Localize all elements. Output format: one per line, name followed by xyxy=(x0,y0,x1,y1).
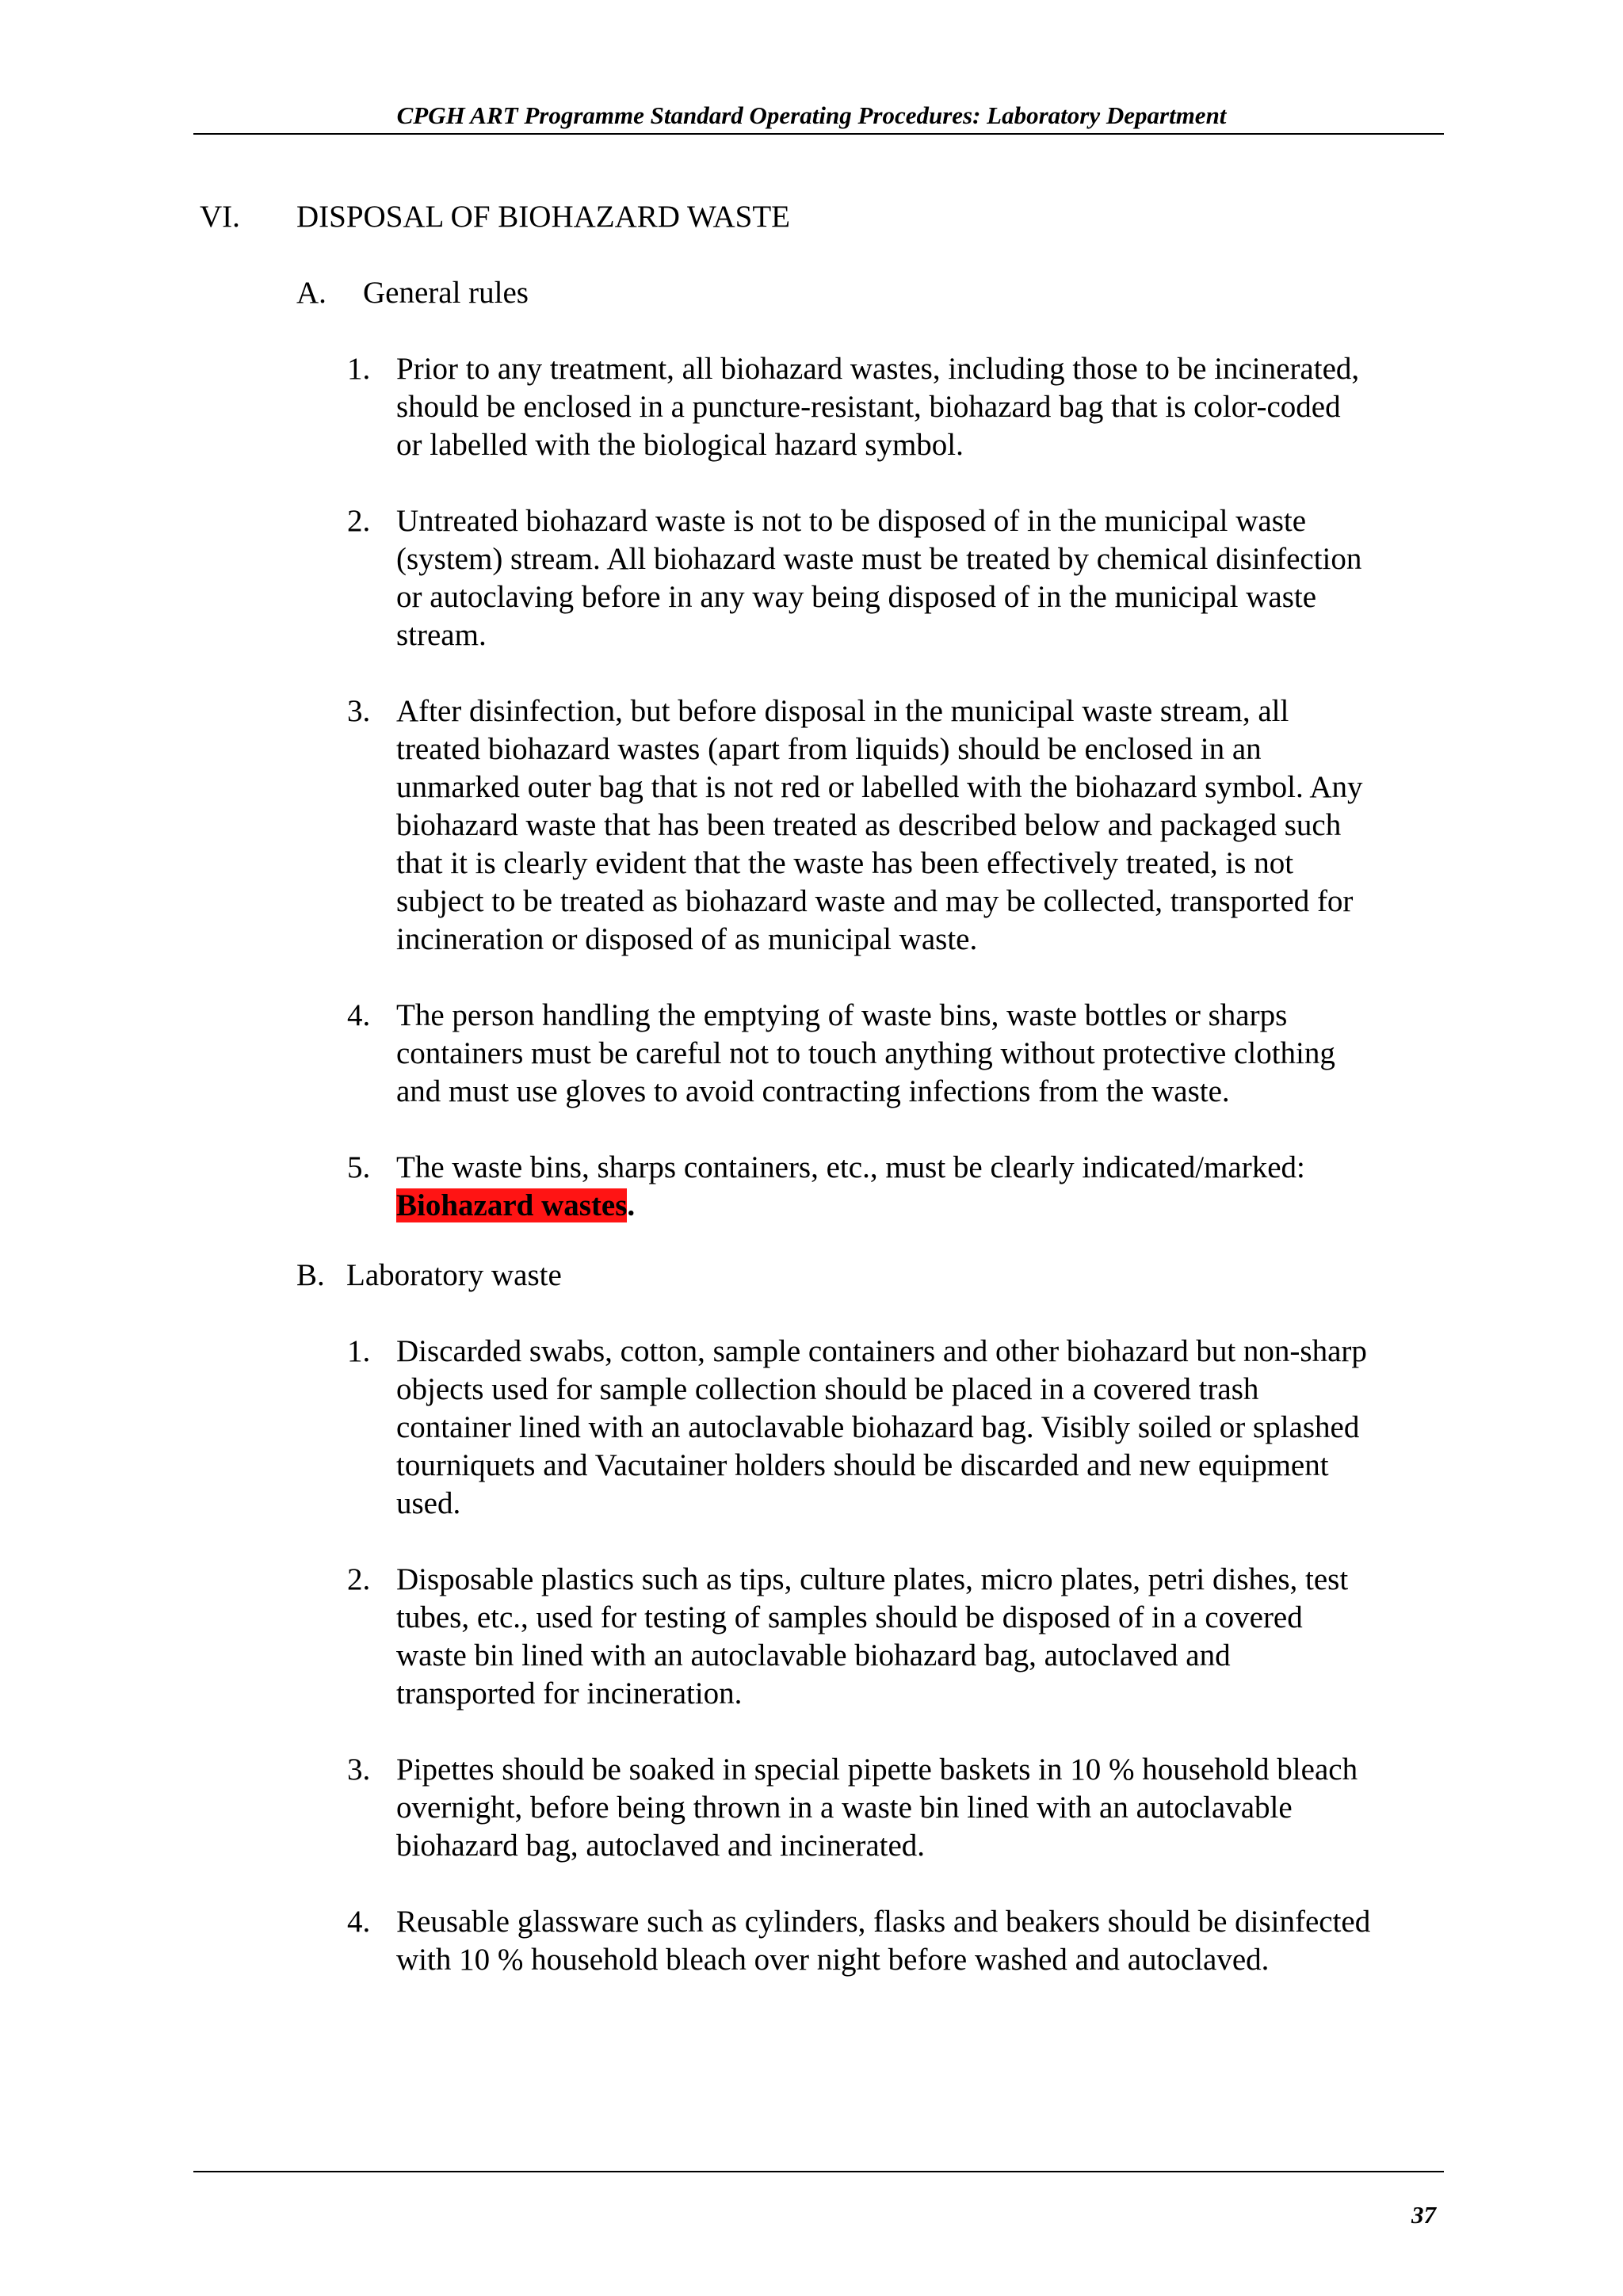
item-number: 1. xyxy=(347,352,371,386)
list-item-b4 xyxy=(347,1903,1457,1979)
text-line: subject to be treated as biohazard waste and may be collected, transported for xyxy=(396,884,1354,918)
list-item-a4 xyxy=(347,997,1457,1111)
text-line: that it is clearly evident that the waste has been effectively treated, is not xyxy=(396,846,1294,880)
list-item-a5 xyxy=(347,1149,1457,1225)
highlight-line xyxy=(396,1187,1457,1225)
header-rule xyxy=(193,133,1444,135)
text-line: treated biohazard wastes (apart from liquids) should be enclosed in an xyxy=(396,732,1262,766)
text-line: should be enclosed in a puncture-resistant, biohazard bag that is color-coded xyxy=(396,390,1341,424)
item-number: 5. xyxy=(347,1150,371,1184)
text-line: tourniquets and Vacutainer holders should be discarded and new equipment xyxy=(396,1448,1329,1482)
item-number: 4. xyxy=(347,1905,371,1939)
text-line: or autoclaving before in any way being disposed of in the municipal waste xyxy=(396,580,1317,614)
text-line: biohazard waste that has been treated as described below and packaged such xyxy=(396,808,1342,842)
item-text xyxy=(396,350,1457,464)
text-line: used. xyxy=(396,1486,461,1520)
highlight-period: . xyxy=(627,1188,636,1222)
item-number: 1. xyxy=(347,1334,371,1368)
list-item-b3 xyxy=(347,1751,1457,1865)
list-item-a1 xyxy=(347,350,1457,464)
biohazard-label-highlight: Biohazard wastes xyxy=(396,1188,628,1222)
subsection-title: General rules xyxy=(363,276,529,310)
text-line: unmarked outer bag that is not red or labelled with the biohazard symbol. Any xyxy=(396,770,1363,804)
text-line: After disinfection, but before disposal in the municipal waste stream, all xyxy=(396,694,1289,728)
subsection-title: Laboratory waste xyxy=(346,1258,562,1292)
text-line: Untreated biohazard waste is not to be disposed of in the municipal waste xyxy=(396,504,1307,538)
list-item-b1 xyxy=(347,1333,1457,1523)
item-number: 3. xyxy=(347,694,371,728)
text-line: or labelled with the biological hazard symbol. xyxy=(396,428,964,462)
item-number: 2. xyxy=(347,504,371,538)
text-line: container lined with an autoclavable biohazard bag. Visibly soiled or splashed xyxy=(396,1410,1360,1444)
item-text xyxy=(396,1149,1457,1225)
list-item-a3 xyxy=(347,692,1457,959)
text-line: and must use gloves to avoid contracting infections from the waste. xyxy=(396,1074,1230,1108)
text-line: Reusable glassware such as cylinders, flasks and beakers should be disinfected xyxy=(396,1905,1371,1939)
item-text xyxy=(396,502,1457,654)
section-title: DISPOSAL OF BIOHAZARD WASTE xyxy=(296,200,790,234)
text-line: waste bin lined with an autoclavable biohazard bag, autoclaved and xyxy=(396,1638,1231,1672)
text-line: (system) stream. All biohazard waste must be treated by chemical disinfection xyxy=(396,542,1362,576)
text-line: Pipettes should be soaked in special pipette baskets in 10 % household bleach xyxy=(396,1753,1358,1787)
footer-rule xyxy=(193,2171,1444,2172)
text-line: Disposable plastics such as tips, culture plates, micro plates, petri dishes, test xyxy=(396,1562,1349,1596)
text-line: containers must be careful not to touch anything without protective clothing xyxy=(396,1036,1335,1070)
text-line: stream. xyxy=(396,618,487,652)
item-number: 3. xyxy=(347,1753,371,1787)
running-header: CPGH ART Programme Standard Operating Procedures: Laboratory Department xyxy=(396,101,1227,129)
text-line: The person handling the emptying of waste bins, waste bottles or sharps xyxy=(396,998,1288,1032)
item-text xyxy=(396,997,1457,1111)
page-number: 37 xyxy=(1411,2201,1436,2229)
item-text xyxy=(396,692,1457,959)
section-number: VI. xyxy=(200,200,240,234)
text-line: with 10 % household bleach over night before washed and autoclaved. xyxy=(396,1943,1270,1977)
item-text xyxy=(396,1561,1457,1713)
subsection-letter: B. xyxy=(296,1258,325,1292)
item-text xyxy=(396,1903,1457,1979)
item-text xyxy=(396,1751,1457,1865)
text-line: incineration or disposed of as municipal waste. xyxy=(396,922,978,956)
text-line: tubes, etc., used for testing of samples should be disposed of in a covered xyxy=(396,1600,1303,1634)
subsection-heading-a xyxy=(296,274,529,312)
text-line: Discarded swabs, cotton, sample containers and other biohazard but non-sharp xyxy=(396,1334,1367,1368)
section-heading xyxy=(200,198,790,236)
subsection-letter: A. xyxy=(296,276,327,310)
item-text xyxy=(396,1333,1457,1523)
text-line: Prior to any treatment, all biohazard wastes, including those to be incinerated, xyxy=(396,352,1360,386)
text-line: transported for incineration. xyxy=(396,1676,743,1711)
item-number: 4. xyxy=(347,998,371,1032)
list-item-b2 xyxy=(347,1561,1457,1713)
list-item-a2 xyxy=(347,502,1457,654)
item-number: 2. xyxy=(347,1562,371,1596)
text-line: biohazard bag, autoclaved and incinerated. xyxy=(396,1829,926,1863)
text-line: The waste bins, sharps containers, etc., must be clearly indicated/marked: xyxy=(396,1150,1305,1184)
text-line: objects used for sample collection should be placed in a covered trash xyxy=(396,1372,1259,1406)
text-line: overnight, before being thrown in a waste bin lined with an autoclavable xyxy=(396,1791,1293,1825)
subsection-heading-b xyxy=(296,1257,562,1295)
